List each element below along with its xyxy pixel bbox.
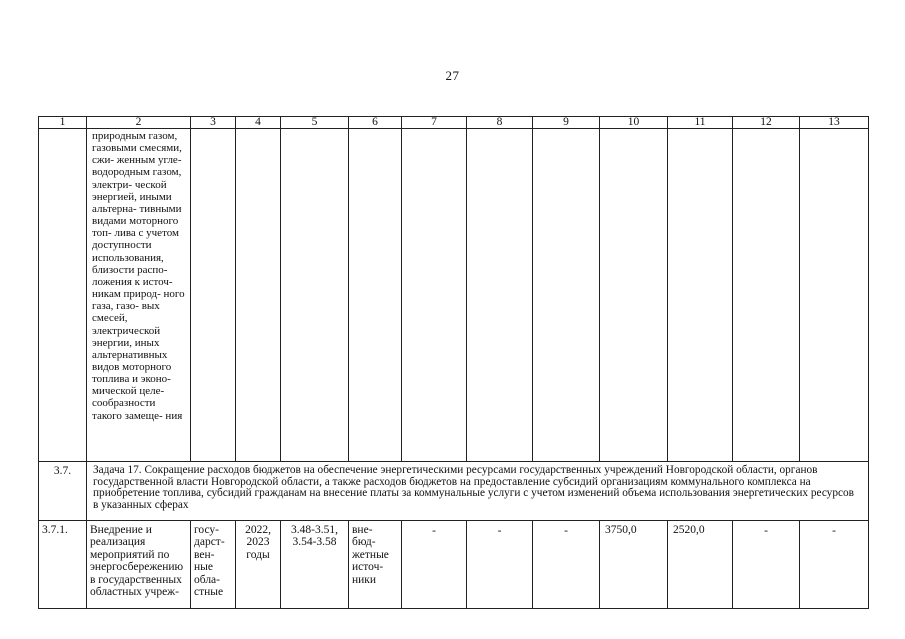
value-col8: -: [467, 521, 533, 609]
empty-cell: [191, 129, 236, 462]
measures-table: [38, 116, 869, 609]
task-row: [39, 462, 869, 521]
value-col13: -: [800, 521, 869, 609]
column-header: 10: [600, 117, 668, 129]
measure-name: Внедрение и реализация мероприятий по энергосбережению в государственных областных учреж-: [87, 521, 191, 609]
column-header: 2: [87, 117, 191, 129]
empty-cell: [402, 129, 467, 462]
indicators: 3.48-3.51, 3.54-3.58: [281, 521, 349, 609]
column-header: 6: [349, 117, 402, 129]
column-header: 7: [402, 117, 467, 129]
column-header: 4: [236, 117, 281, 129]
column-number-row: [39, 117, 869, 129]
page-number: 27: [445, 68, 460, 83]
value-col9: -: [533, 521, 600, 609]
column-header: 3: [191, 117, 236, 129]
column-header: 13: [800, 117, 869, 129]
empty-cell: [533, 129, 600, 462]
empty-cell: [800, 129, 869, 462]
empty-cell: [349, 129, 402, 462]
column-header: 1: [39, 117, 87, 129]
row-number: 3.7.1.: [39, 521, 87, 609]
column-header: 8: [467, 117, 533, 129]
empty-cell: [668, 129, 733, 462]
empty-cell: [281, 129, 349, 462]
column-header: 11: [668, 117, 733, 129]
years: 2022, 2023 годы: [236, 521, 281, 609]
value-col11: 2520,0: [668, 521, 733, 609]
continuation-row: [39, 129, 869, 462]
column-header: 9: [533, 117, 600, 129]
empty-cell: [236, 129, 281, 462]
value-col10: 3750,0: [600, 521, 668, 609]
value-col7: -: [402, 521, 467, 609]
value-col12: -: [733, 521, 800, 609]
empty-cell: [733, 129, 800, 462]
funding-source: вне- бюд- жетные источ- ники: [349, 521, 402, 609]
executor: госу- дарст- вен- ные обла- стные: [191, 521, 236, 609]
empty-cell: [467, 129, 533, 462]
empty-cell: [39, 129, 87, 462]
table-row: [39, 521, 869, 609]
empty-cell: [600, 129, 668, 462]
column-header: 12: [733, 117, 800, 129]
column-header: 5: [281, 117, 349, 129]
continuation-text: природным газом, газовыми смесями, сжи- женным угле- водородным газом, электри- ческой энергией, иными альтерна- тивными видами моторного топ- лива с учетом доступности использования, близости распо- ложения к источ- никам природ- ного газа, газо- вых смесей, электрической энергии, иных альтернативных видов моторного топлива и эконо- мической целе- сообразности такого замеще- ния: [87, 129, 191, 462]
task-text: Задача 17. Сокращение расходов бюджетов на обеспечение энергетическими ресурсами государственных учреждений Новгородской области, органов государственной власти Новгородской области, а также расходов бюджетов на предоставление субсидий организациям коммунального комплекса на приобретение топлива, субсидий гражданам на внесение платы за коммунальные услуги с учетом изменений объема использования энергетических ресурсов в указанных сферах: [87, 462, 869, 521]
task-number: 3.7.: [39, 462, 87, 521]
